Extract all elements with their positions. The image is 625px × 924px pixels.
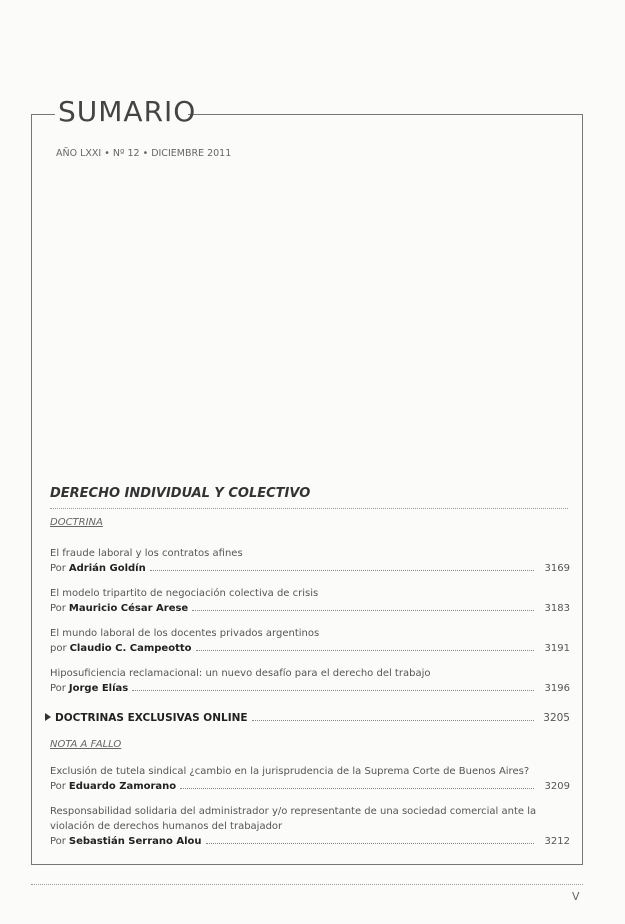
online-doctrinas-entry[interactable] xyxy=(45,712,570,725)
author-name: Mauricio César Arese xyxy=(68,603,189,614)
top-rule-left xyxy=(31,114,55,115)
entry-author-line xyxy=(50,834,570,850)
section-title: DERECHO INDIVIDUAL Y COLECTIVO xyxy=(50,486,311,501)
arrow-right-icon xyxy=(45,713,51,721)
author-name: Adrián Goldín xyxy=(68,563,146,574)
author-name: Claudio C. Campeotto xyxy=(69,643,192,654)
entry-title: El modelo tripartito de negociación colectiva de crisis xyxy=(50,588,319,599)
section-divider xyxy=(50,508,568,509)
toc-entry[interactable] xyxy=(50,764,570,795)
entry-title: Hiposuficiencia reclamacional: un nuevo desafío para el derecho del trabajo xyxy=(50,668,431,679)
author-name: Eduardo Zamorano xyxy=(68,781,177,792)
entry-title: Responsabilidad solidaria del administrador y/o representante de una sociedad comercial ante la violación de derechos humanos del trabajador xyxy=(50,806,537,832)
page-number: 3209 xyxy=(544,781,570,792)
nota-a-fallo-heading: NOTA A FALLO xyxy=(50,739,122,750)
toc-entry[interactable] xyxy=(50,586,570,617)
author-prefix: Por xyxy=(50,683,66,694)
dot-leader xyxy=(150,570,534,571)
dot-leader xyxy=(252,720,534,721)
toc-entry[interactable] xyxy=(50,626,570,657)
author-prefix: Por xyxy=(50,836,66,847)
toc-entry[interactable] xyxy=(50,804,570,850)
footer-divider xyxy=(31,884,583,885)
page-number: 3205 xyxy=(543,712,570,724)
entry-title: El fraude laboral y los contratos afines xyxy=(50,548,243,559)
author-prefix: Por xyxy=(50,563,66,574)
entry-title: Exclusión de tutela sindical ¿cambio en la jurisprudencia de la Suprema Corte de Buenos Aires? xyxy=(50,766,530,777)
page-number: 3183 xyxy=(544,603,570,614)
online-label: DOCTRINAS EXCLUSIVAS ONLINE xyxy=(55,712,248,724)
dot-leader xyxy=(196,650,534,651)
entry-author-line xyxy=(50,561,570,577)
dot-leader xyxy=(132,690,534,691)
entry-author-line xyxy=(50,641,570,657)
entry-author-line xyxy=(50,601,570,617)
dot-leader xyxy=(192,610,534,611)
toc-entry[interactable] xyxy=(50,666,570,697)
page-title: SUMARIO xyxy=(58,95,197,128)
page-number: 3196 xyxy=(544,683,570,694)
entry-title: El mundo laboral de los docentes privados argentinos xyxy=(50,628,320,639)
author-name: Jorge Elías xyxy=(68,683,129,694)
author-prefix: Por xyxy=(50,603,66,614)
author-prefix: por xyxy=(50,643,67,654)
author-prefix: Por xyxy=(50,781,66,792)
dot-leader xyxy=(180,788,534,789)
top-rule-right xyxy=(188,114,583,115)
dot-leader xyxy=(206,843,534,844)
author-name: Sebastián Serrano Alou xyxy=(68,836,202,847)
entry-author-line xyxy=(50,681,570,697)
doctrina-heading: DOCTRINA xyxy=(50,517,103,528)
toc-entry[interactable] xyxy=(50,546,570,577)
entry-author-line xyxy=(50,779,570,795)
page-folio: V xyxy=(572,890,580,903)
page-number: 3212 xyxy=(544,836,570,847)
issue-line: AÑO LXXI • Nº 12 • DICIEMBRE 2011 xyxy=(56,148,232,159)
page-number: 3169 xyxy=(544,563,570,574)
page-number: 3191 xyxy=(544,643,570,654)
